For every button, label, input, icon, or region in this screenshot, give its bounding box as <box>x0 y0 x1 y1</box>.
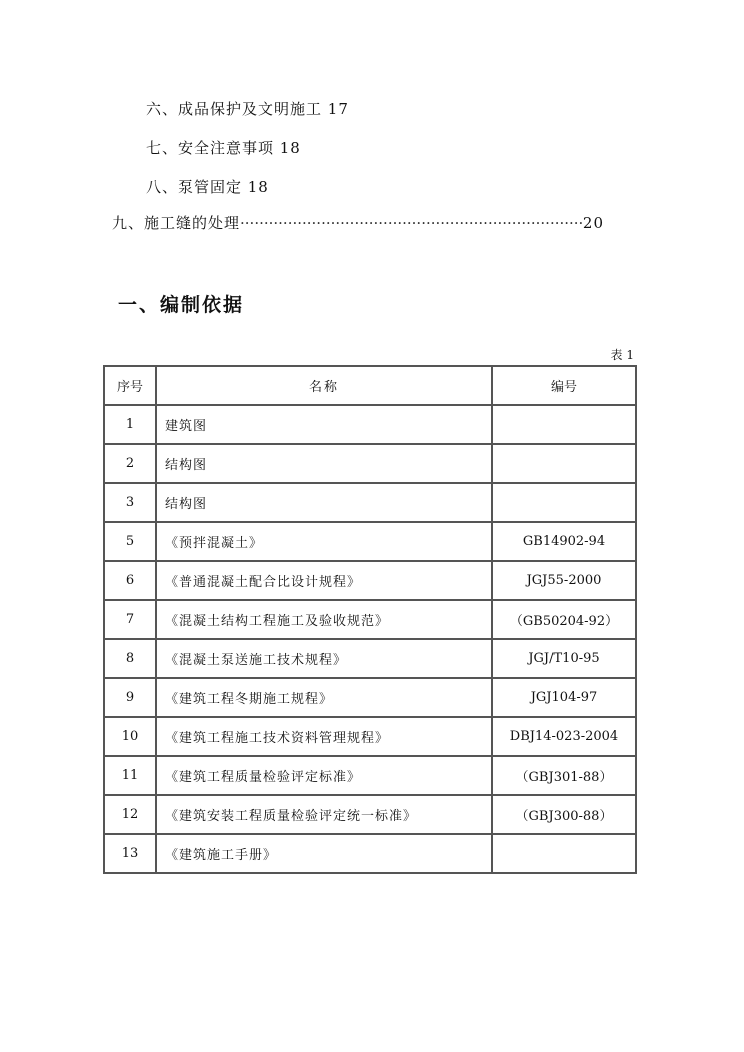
row-index: 13 <box>104 834 156 873</box>
row-index: 5 <box>104 522 156 561</box>
header-code: 编号 <box>492 366 636 405</box>
row-index: 10 <box>104 717 156 756</box>
row-name: 《建筑工程冬期施工规程》 <box>156 678 492 717</box>
toc-entry[interactable]: 六、成品保护及文明施工 17 <box>146 100 349 118</box>
table-row <box>104 639 636 678</box>
table-row <box>104 756 636 795</box>
row-index: 9 <box>104 678 156 717</box>
table-row <box>104 483 636 522</box>
row-index: 2 <box>104 444 156 483</box>
row-code <box>492 483 636 522</box>
row-code: JGJ55-2000 <box>492 561 636 600</box>
row-code <box>492 444 636 483</box>
table-row <box>104 678 636 717</box>
toc-entry-title: 九、施工缝的处理 <box>112 214 241 232</box>
header-index: 序号 <box>104 366 156 405</box>
table-row <box>104 405 636 444</box>
table-row <box>104 834 636 873</box>
row-index: 12 <box>104 795 156 834</box>
row-name: 建筑图 <box>156 405 492 444</box>
row-name: 《预拌混凝土》 <box>156 522 492 561</box>
row-index: 8 <box>104 639 156 678</box>
row-index: 6 <box>104 561 156 600</box>
row-code: DBJ14-023-2004 <box>492 717 636 756</box>
row-index: 3 <box>104 483 156 522</box>
table-row <box>104 561 636 600</box>
references-table <box>103 365 637 874</box>
table-header-row <box>104 366 636 405</box>
row-index: 11 <box>104 756 156 795</box>
toc-entry[interactable]: 七、安全注意事项 18 <box>146 139 301 157</box>
row-name: 《混凝土泵送施工技术规程》 <box>156 639 492 678</box>
row-code <box>492 834 636 873</box>
row-code: GB14902-94 <box>492 522 636 561</box>
table-caption: 表 1 <box>610 348 634 362</box>
row-code: （GBJ300-88） <box>492 795 636 834</box>
row-name: 《建筑施工手册》 <box>156 834 492 873</box>
row-name: 《混凝土结构工程施工及验收规范》 <box>156 600 492 639</box>
header-name: 名称 <box>156 366 492 405</box>
table-row <box>104 522 636 561</box>
toc-entry[interactable]: 八、泵管固定 18 <box>146 178 269 196</box>
section-title: 一、编制依据 <box>118 294 245 316</box>
row-code: （GBJ301-88） <box>492 756 636 795</box>
table-row <box>104 795 636 834</box>
row-code: JGJ104-97 <box>492 678 636 717</box>
row-code <box>492 405 636 444</box>
row-index: 7 <box>104 600 156 639</box>
toc-entry[interactable] <box>112 212 604 233</box>
row-code: JGJ/T10-95 <box>492 639 636 678</box>
row-name: 《建筑工程质量检验评定标准》 <box>156 756 492 795</box>
row-name: 结构图 <box>156 483 492 522</box>
toc-leader-dots <box>240 214 583 232</box>
table-row <box>104 600 636 639</box>
table-row <box>104 717 636 756</box>
row-name: 《建筑安装工程质量检验评定统一标准》 <box>156 795 492 834</box>
row-name: 《建筑工程施工技术资料管理规程》 <box>156 717 492 756</box>
row-index: 1 <box>104 405 156 444</box>
row-name: 《普通混凝土配合比设计规程》 <box>156 561 492 600</box>
row-code: （GB50204-92） <box>492 600 636 639</box>
row-name: 结构图 <box>156 444 492 483</box>
toc-entry-page: 20 <box>582 214 604 232</box>
table-row <box>104 444 636 483</box>
